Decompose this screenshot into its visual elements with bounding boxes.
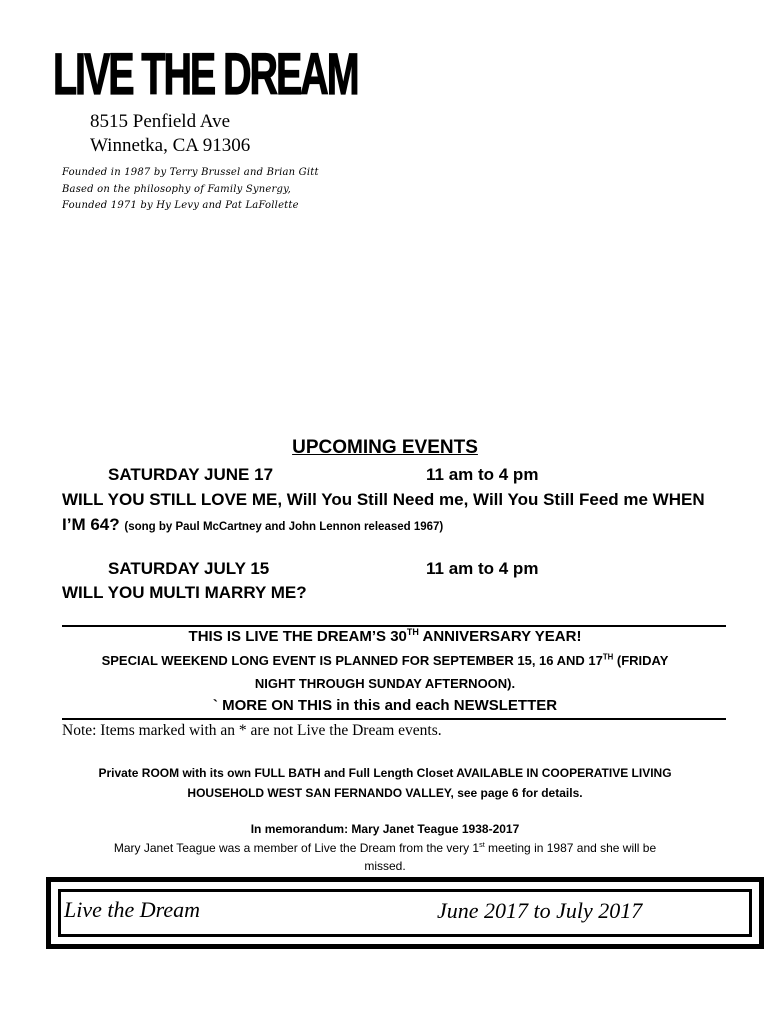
events-note: Note: Items marked with an * are not Live the Dream events. — [62, 722, 442, 739]
footer-issue-dates: June 2017 to July 2017 — [437, 898, 643, 923]
anniversary-event-line: SPECIAL WEEKEND LONG EVENT IS PLANNED FOR SEPTEMBER 15, 16 AND 17TH (FRIDAY — [101, 652, 669, 668]
event-1-song-note: (song by Paul McCartney and John Lennon released 1967) — [124, 521, 444, 533]
divider-top — [62, 625, 726, 627]
upcoming-events-heading: UPCOMING EVENTS — [292, 437, 478, 458]
event-1-title: WILL YOU STILL LOVE ME, Will You Still Need me, Will You Still Feed me WHEN — [62, 490, 705, 509]
memorandum-text-cont: missed. — [364, 859, 406, 873]
event-1-date: SATURDAY JUNE 17 — [108, 465, 274, 484]
memorandum-text: Mary Janet Teague was a member of Live the Dream from the very 1st meeting in 1987 and she will be — [113, 840, 657, 855]
address-city: Winnetka, CA 91306 — [90, 135, 251, 156]
founded-note: Founded in 1987 by Terry Brussel and Brian Gitt — [62, 167, 319, 178]
footer-newsletter-name: Live the Dream — [64, 897, 201, 922]
memorandum-title: In memorandum: Mary Janet Teague 1938-2017 — [250, 822, 520, 836]
family-synergy-note: Founded 1971 by Hy Levy and Pat LaFollette — [62, 200, 299, 211]
event-2-title: WILL YOU MULTI MARRY ME? — [62, 583, 307, 602]
anniversary-headline: THIS IS LIVE THE DREAM’S 30TH ANNIVERSARY YEAR! — [188, 627, 582, 645]
room-available-line2: HOUSEHOLD WEST SAN FERNANDO VALLEY, see page 6 for details. — [187, 786, 583, 800]
anniversary-event-line-cont: NIGHT THROUGH SUNDAY AFTERNOON). — [254, 676, 516, 691]
philosophy-note: Based on the philosophy of Family Synergy, — [62, 184, 291, 195]
newsletter-masthead: LIVE THE DREAM — [53, 42, 358, 107]
anniversary-more-info: ` MORE ON THIS in this and each NEWSLETTER — [212, 697, 558, 714]
event-1-title-end: I’M 64? — [62, 515, 120, 534]
event-1-title-cont — [62, 515, 443, 535]
divider-bottom — [62, 718, 726, 720]
address-street: 8515 Penfield Ave — [90, 111, 231, 132]
room-available-line1: Private ROOM with its own FULL BATH and Full Length Closet AVAILABLE IN COOPERATIVE LIVING — [98, 766, 672, 780]
event-2-time: 11 am to 4 pm — [426, 559, 539, 578]
event-1-time: 11 am to 4 pm — [426, 465, 539, 484]
event-2-date: SATURDAY JULY 15 — [108, 559, 270, 578]
